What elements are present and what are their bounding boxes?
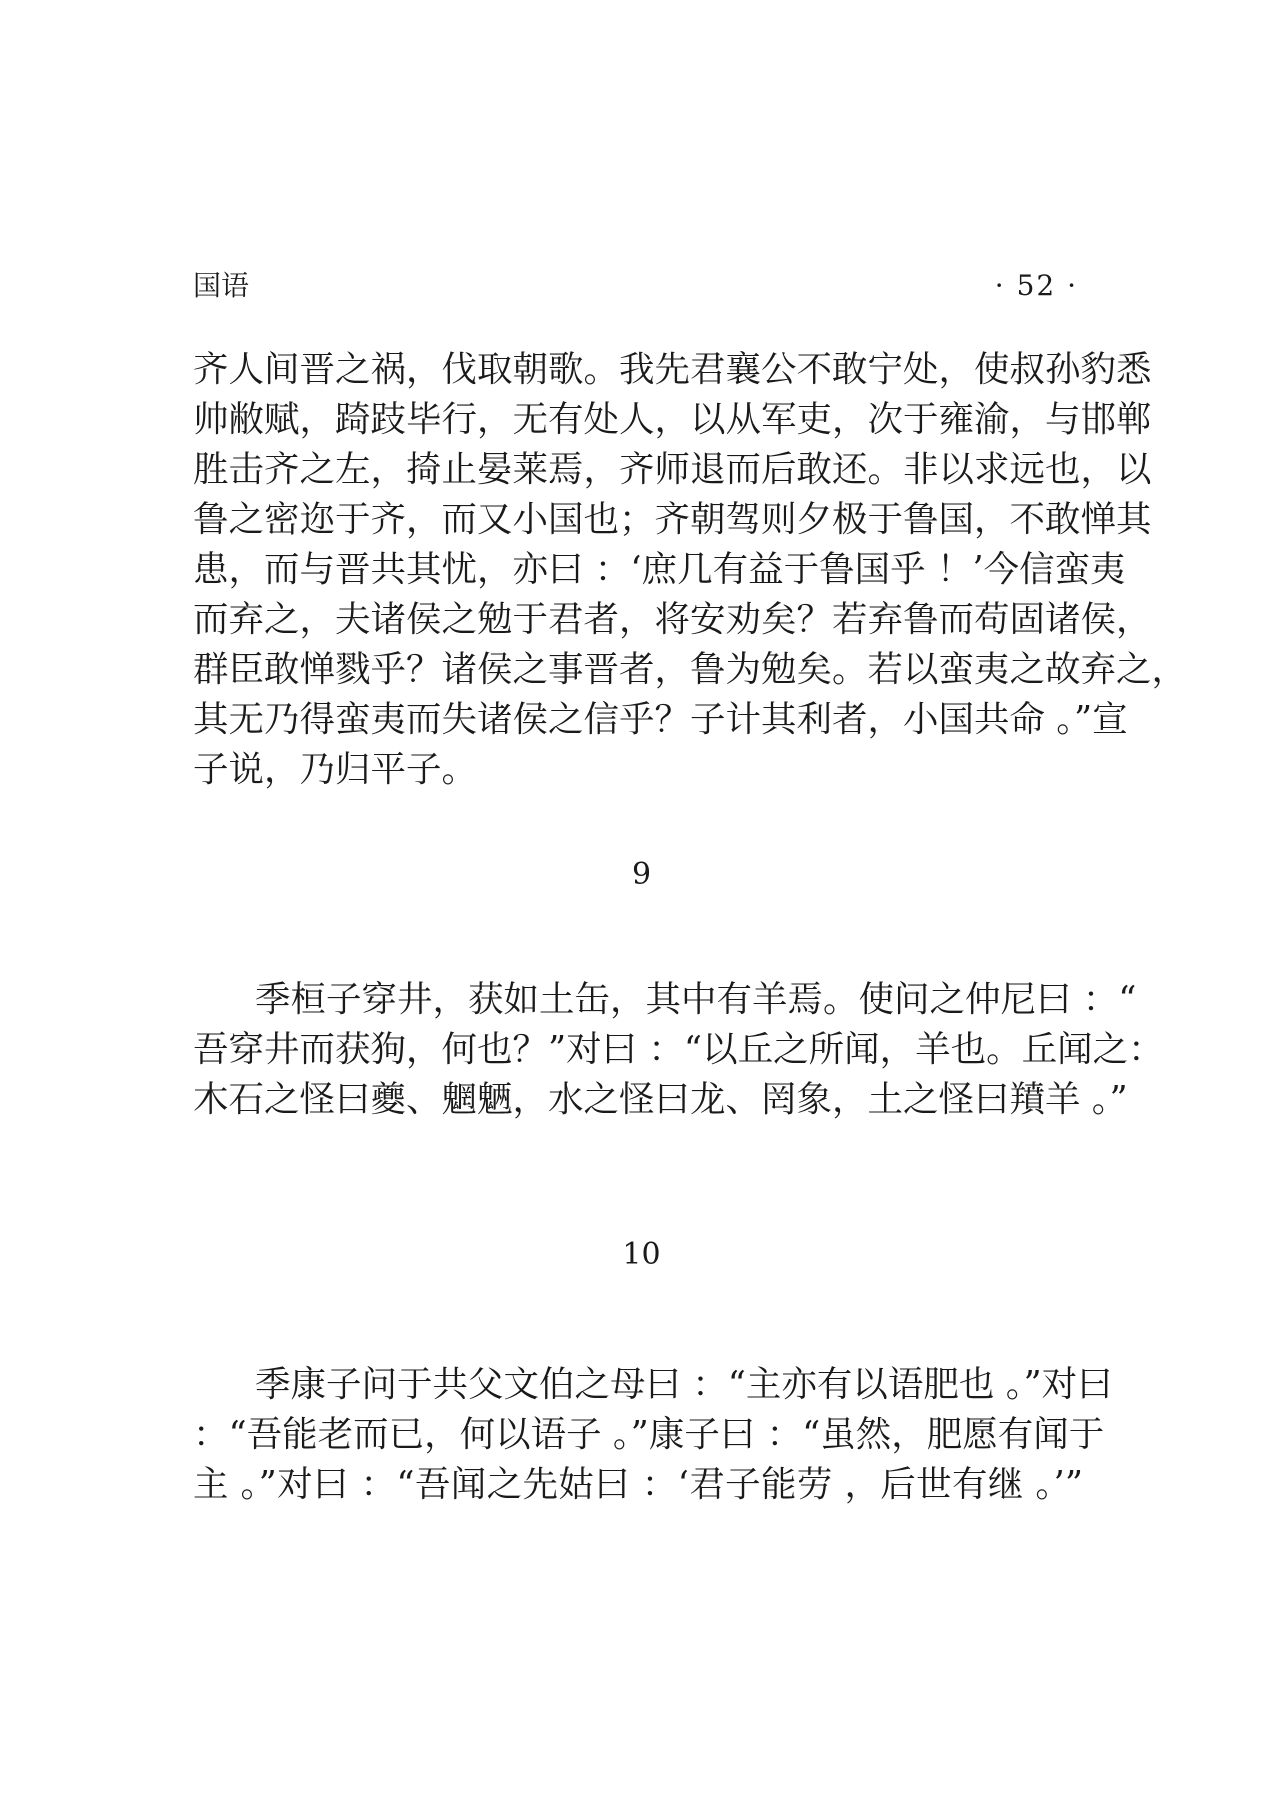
continued-passage [193,345,1188,795]
passage-line: 子说，乃归平子。 [193,749,478,790]
passage-line: 患，而与晋共其忧，亦曰 ：‘庶几有益于鲁国乎 ！’今信蛮夷 [193,549,1126,590]
passage-line: 而弃之，夫诸侯之勉于君者，将安劝矣？若弃鲁而苟固诸侯， [193,599,1152,640]
passage-line: 胜击齐之左，掎止晏莱焉，齐师退而后敢还。非以求远也，以 [193,449,1152,490]
passage-line: 帅敝赋，踦跂毕行，无有处人，以从军吏，次于雍渝，与邯郸 [193,399,1152,440]
passage-line: ：“吾能老而已，何以语子 。”康子曰 ：“虽然，肥愿有闻于 [193,1414,1105,1455]
passage-line: 木石之怪曰夔、魍魉，水之怪曰龙、罔象，土之怪曰羵羊 。” [193,1079,1128,1120]
passage-line: 鲁之密迩于齐，而又小国也；齐朝驾则夕极于鲁国，不敢惮其 [193,499,1152,540]
passage-line: 吾穿井而获狗，何也？”对曰 ：“以丘之所闻，羊也。丘闻之： [193,1029,1164,1070]
passage-line: 季桓子穿井，获如土缶，其中有羊焉。使问之仲尼曰 ：“ [255,979,1137,1020]
running-head [193,266,1078,306]
book-title: 国语 [193,269,250,302]
passage-line: 主 。”对曰 ：“吾闻之先姑曰 ：‘君子能劳 ，后世有继 。’” [193,1464,1083,1505]
passage-line: 其无乃得蛮夷而失诸侯之信乎？子计其利者，小国共命 。”宣 [193,699,1128,740]
section-10-passage [193,1360,1113,1510]
passage-line: 群臣敢惮戮乎？诸侯之事晋者，鲁为勉矣。若以蛮夷之故弃之， [193,649,1188,690]
section-9-passage [193,975,1164,1125]
passage-line: 齐人间晋之祸，伐取朝歌。我先君襄公不敢宁处，使叔孙豹悉 [193,349,1152,390]
section-number: 10 [622,1237,661,1272]
passage-line: 季康子问于共父文伯之母曰 ：“主亦有以语肥也 。”对曰 [255,1364,1113,1405]
page-number: · 52 · [994,269,1078,302]
section-number: 9 [631,857,652,892]
